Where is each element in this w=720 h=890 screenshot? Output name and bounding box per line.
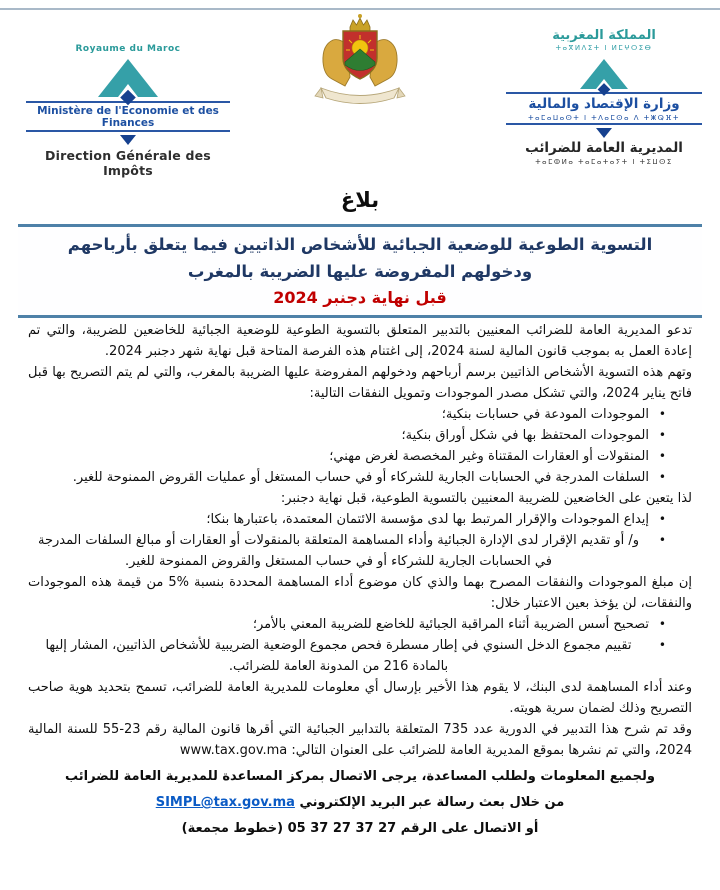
- navy-down-triangle-icon: [596, 128, 612, 138]
- footer-phone-note: (خطوط مجمعة): [181, 821, 284, 836]
- list-item-text: تصحيح أسس الضريبة أثناء المراقبة الجبائية للخاضع للضريبة المعني بالأمر؛: [252, 617, 649, 632]
- communique-kicker: بلاغ: [340, 188, 380, 212]
- title-banner: [18, 224, 702, 318]
- footer-phone-number: 27 37 27 37 05: [287, 821, 397, 836]
- bullet-icon: •: [658, 449, 666, 463]
- email-link[interactable]: SIMPL@tax.gov.ma: [155, 795, 295, 810]
- kingdom-label-fr: Royaume du Maroc: [75, 44, 181, 54]
- list-item-text: إيداع الموجودات والإقرار المرتبط بها لدى مؤسسة الائتمان المعتمدة، باعتبارها بنكا؛: [206, 512, 649, 527]
- footer-phone-line: [0, 816, 720, 842]
- list-item: [28, 425, 692, 446]
- kingdom-label-tifinagh: ⵜⴰⴳⵍⴷⵉⵜ ⵏ ⵍⵎⵖⵔⵉⴱ: [555, 44, 653, 52]
- list-item-text: تقييم مجموع الدخل السنوي في إطار مسطرة فحص مجموع الوضعية الضريبية للأشخاص الذاتيين، المشار إليها بالمادة 216 من المدونة العامة للضرائب.: [45, 638, 632, 674]
- mef-triangle-icon: [26, 57, 230, 101]
- bullet-icon: •: [658, 638, 666, 652]
- page-top-rule: [0, 8, 720, 10]
- list-item: [28, 446, 692, 467]
- banner-title-line1: التسوية الطوعية للوضعية الجبائية للأشخاص الذاتيين فيما يتعلق بأرباحهم: [67, 235, 653, 254]
- mef-logo-french: [26, 44, 230, 178]
- footer-email-line: [0, 790, 720, 816]
- bullet-icon: •: [658, 533, 666, 547]
- banner-title-line2: ودخولهم المفروضة عليها الضريبة بالمغرب: [187, 262, 533, 281]
- banner-deadline: قبل نهاية دجنبر 2024: [273, 288, 447, 307]
- list-item: [28, 467, 692, 488]
- bullet-icon: •: [658, 407, 666, 421]
- list-item: [28, 614, 692, 635]
- list-item: [28, 635, 692, 677]
- ministry-label-ar: وزارة الإقتصاد والمالية: [528, 96, 680, 112]
- mef-triangle-icon: [506, 56, 702, 92]
- list-item-text: المنقولات أو العقارات المقتناة وغير المخصصة لغرض مهني؛: [329, 449, 649, 464]
- direction-label-tifinagh: ⵜⴰⵎⵀⵍⴰ ⵜⴰⵎⴰⵜⴰⵢⵜ ⵏ ⵜⵉⵡⵙⵉ: [535, 158, 673, 166]
- paragraph-scope: وتهم هذه التسوية الأشخاص الذاتيين برسم أرباحهم ودخولهم المفروضة عليها الضريبة بالمغرب، والتي لم يتم التصريح بها قبل فاتح يناير 2024، والتي تشكل مصدر الموجودات وتمويل النفقات التالية:: [28, 365, 692, 401]
- bullet-icon: •: [658, 512, 666, 526]
- paragraph-reference: وقد تم شرح هذا التدبير في الدورية عدد 735 المتعلقة بالتدابير الجبائية التي أقرها قانون المالية رقم 23-55 للسنة المالية 2024، والتي تم نشرها بموقع المديرية العامة للضرائب على العنوان التالي: www.tax.gov.ma: [28, 722, 692, 758]
- ministry-label-tifinagh: ⵜⴰⵎⴰⵡⴰⵙⵜ ⵏ ⵜⴷⴰⵎⵙⴰ ⴷ ⵜⵥⵕⴼⵜ: [528, 114, 680, 122]
- list-item-text: الموجودات المودعة في حسابات بنكية؛: [441, 407, 649, 422]
- list-item: [28, 530, 692, 572]
- paragraph-confidentiality: وعند أداء المساهمة لدى البنك، لا يقوم هذا الأخير بإرسال أي معلومات للمديرية العامة للضرائب، تسمح بتحديد هوية صاحب التصريح وذلك لضمان سرية هويته.: [28, 680, 692, 716]
- bullet-icon: •: [658, 428, 666, 442]
- mef-logo-arabic: [506, 28, 702, 167]
- ministry-label-fr: Ministère de l'Economie et des Finances: [37, 105, 219, 129]
- direction-label-fr: Direction Générale des Impôts: [45, 148, 211, 178]
- paragraph-contribution: إن مبلغ الموجودات والنفقات المصرح بهما والذي كان موضوع أداء المساهمة المحددة بنسبة %5 من قيمة هذه الموجودات والنفقات، لن يؤخذ بعين الاعتبار خلال:: [28, 575, 692, 611]
- direction-label-ar: المديرية العامة للضرائب: [525, 140, 683, 156]
- paragraph-obligations: لذا يتعين على الخاضعين للضريبة المعنيين بالتسوية الطوعية، قبل نهاية دجنبر:: [280, 491, 692, 506]
- list-item-text: السلفات المدرجة في الحسابات الجارية للشركاء أو في حساب المستغل أو عمليات القروض الممنوحة للغير.: [72, 470, 649, 485]
- bullet-icon: •: [658, 470, 666, 484]
- bullet-icon: •: [658, 617, 666, 631]
- contact-footer: [0, 764, 720, 842]
- navy-down-triangle-icon: [120, 135, 136, 145]
- logo-rule-bottom: [26, 130, 230, 132]
- list-item: [28, 509, 692, 530]
- footer-email-prefix: من خلال بعث رسالة عبر البريد الإلكتروني: [299, 795, 565, 810]
- footer-help-line: ولجميع المعلومات ولطلب المساعدة، يرجى الاتصال بمركز المساعدة للمديرية العامة للضرائب: [64, 769, 656, 784]
- footer-phone-prefix: أو الاتصال على الرقم: [400, 821, 539, 836]
- paragraph-intro: تدعو المديرية العامة للضرائب المعنيين بالتدبير المتعلق بالتسوية الطوعية للوضعية الجبائية للخاضعين للضريبة، والتي تم إعادة العمل به بموجب قانون المالية لسنة 2024، إلى اغتنام هذه الفرصة المتاحة قبل نهاية شهر دجنبر 2024.: [28, 323, 692, 359]
- communique-body: [28, 320, 692, 761]
- list-item-text: و/ أو تقديم الإقرار لدى الإدارة الجبائية وأداء المساهمة المتعلقة بالمنقولات أو العقارات أو مبالغ السلفات المدرجة في الحسابات الجارية للشركاء أو في حساب المستغل والقروض الممنوحة للغير.: [38, 533, 639, 569]
- list-item: [28, 404, 692, 425]
- moroccan-coat-of-arms: [305, 12, 415, 118]
- logo-rule-bottom: [506, 123, 702, 125]
- list-item-text: الموجودات المحتفظ بها في شكل أوراق بنكية؛: [401, 428, 649, 443]
- kingdom-label-ar: المملكة المغربية: [552, 28, 656, 43]
